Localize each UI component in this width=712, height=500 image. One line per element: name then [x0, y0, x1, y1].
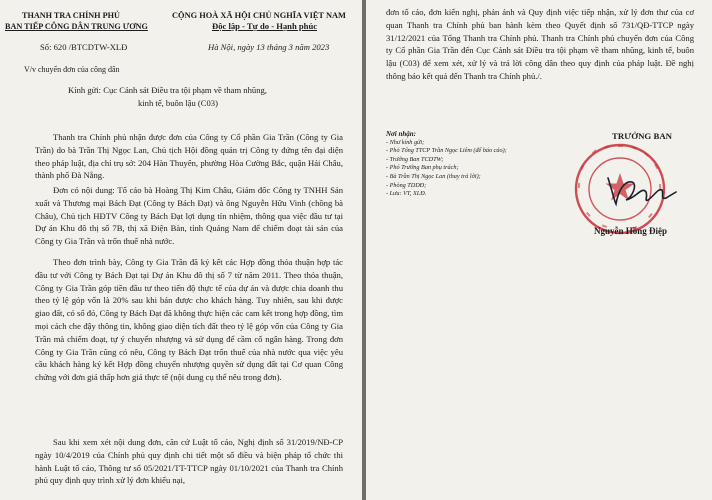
recipients-list [386, 130, 507, 199]
recipients-title: Nơi nhận: [386, 130, 417, 138]
national-motto: Độc lập - Tự do - Hạnh phúc [212, 21, 318, 31]
recipient-item: - Phó Tổng TTCP Trần Ngọc Liêm (để báo cáo); [386, 147, 507, 155]
document-date: Hà Nội, ngày 13 tháng 3 năm 2023 [208, 42, 330, 52]
recipient-item: - Phó Trưởng Ban phụ trách; [386, 164, 459, 172]
recipient-item: - Bà Trần Thị Ngọc Lan (thay trả lời); [386, 172, 481, 180]
recipient-item: - Lưu: VT, XLĐ. [386, 190, 427, 198]
agency-name: THANH TRA CHÍNH PHỦ [22, 11, 120, 20]
recipient-line-1: Kính gửi: Cục Cảnh sát Điều tra tội phạm về tham nhũng, [68, 85, 267, 95]
document-page-2 [366, 0, 712, 500]
body-paragraph-4: Sau khi xem xét nội dung đơn, căn cứ Luật tố cáo, Nghị định số 31/2019/NĐ-CP ngày 10/4/2019 của Chính phủ quy định chi tiết một số điều và biện pháp tổ chức thi hành Luật tố cáo, Thông tư số 05/2021/TT-TTCP ngày 01/10/2021 của Thanh tra Chính phủ quy định quy trình xử lý đơn khiếu nại, [35, 437, 343, 486]
document-subject: V/v chuyển đơn của công dân [24, 65, 120, 74]
body-paragraph-1: Thanh tra Chính phủ nhận được đơn của Công ty Cổ phần Gia Trần (Công ty Gia Trần) do bà Trần Thị Ngọc Lan, Chủ tịch Hội đồng quản trị Công ty đứng tên đại diện theo pháp luật, địa chỉ trụ sở: 204 Hàn Thuyên, phường Hòa Cường Bắc, quận Hải Châu, thành phố Đà Nẵng. [35, 132, 343, 181]
signature-icon [602, 170, 682, 210]
document-number: Số: 620 /BTCDTW-XLĐ [40, 42, 128, 52]
body-paragraph-2: Đơn có nội dung: Tố cáo bà Hoàng Thị Kim Châu, Giám đốc Công ty TNHH Sản xuất và Thương mại Bách Đạt (Công ty Bách Đạt) và ông Nguyễn Hữu Vinh (chồng bà Châu), Chủ tịch HĐTV Công ty Bách Đạt lợi dụng tín nhiệm, thông qua việc đầu tư tại Dự án Khu đô thị số 7B, thị xã Điện Bàn, tỉnh Quảng Nam để chiếm đoạt tài sản của Công ty Gia Trần và trốn thuế nhà nước. [35, 185, 343, 247]
recipient-item: - Như kính gửi; [386, 138, 425, 146]
national-title: CỘNG HOÀ XÃ HỘI CHỦ NGHĨA VIỆT NAM [172, 11, 346, 20]
recipient-item: - Trưởng Ban TCDTW; [386, 155, 444, 163]
recipient-item: - Phòng TDDĐ; [386, 181, 427, 189]
body-paragraph-3: Theo đơn trình bày, Công ty Gia Trần đã ký kết các Hợp đồng thỏa thuận hợp tác đầu tư với Công ty Bách Đạt tại Dự án Khu đô thị số 7 từ năm 2011. Theo thỏa thuận, Công ty Gia Trần góp tiền đầu tư theo tiến độ thực tế của dự án và được chia doanh thu theo tỷ lệ góp vốn là 20% sau khi bán được cho khách hàng. Tuy nhiên, sau khi được giao đất, có sổ đỏ, Công ty Bách Đạt đã không thực hiện các cam kết trong hợp đồng, tìm mọi cách che đậy thông tin, không giao diện tích đất theo tỷ lệ góp vốn của Công ty Gia Trần mà chiếm đoạt, tự ý chuyển nhượng và sử dụng để cầm cố ngân hàng. Trong đơn Công ty Gia Trần cũng có nêu, Công ty Bách Đạt trốn thuế của nhà nước qua việc yêu cầu khách hàng ký kết Hợp đồng chuyển nhượng quyền sử dụng đất tại Cơ quan Công chứng với đơn giá thấp hơn giá thực tế (nội dung cụ thể nêu trong đơn). [35, 257, 344, 383]
signer-title: TRƯỞNG BAN [612, 131, 673, 141]
body-paragraph-continued: đơn tố cáo, đơn kiến nghị, phản ánh và Quy định việc tiếp nhận, xử lý đơn thư của cơ quan Thanh tra Chính phủ ban hành kèm theo Quyết định số 731/QĐ-TTCP ngày 31/12/2021 của Tổng Thanh tra Chính phủ. Thanh tra Chính phủ chuyển đơn của Công ty Cổ phần Gia Trần đến Cục Cảnh sát Điều tra tội phạm về tham nhũng, kinh tế, buôn lậu (C03) để xem xét, xử lý và trả lời công dân theo quy định của pháp luật. Đề nghị thông báo kết quả đến Thanh tra Chính phủ./. [386, 7, 694, 81]
signer-name: Nguyễn Hồng Điệp [594, 226, 668, 236]
agency-department: BAN TIẾP CÔNG DÂN TRUNG ƯƠNG [5, 22, 148, 31]
recipient-line-2: kinh tế, buôn lậu (C03) [138, 98, 218, 108]
